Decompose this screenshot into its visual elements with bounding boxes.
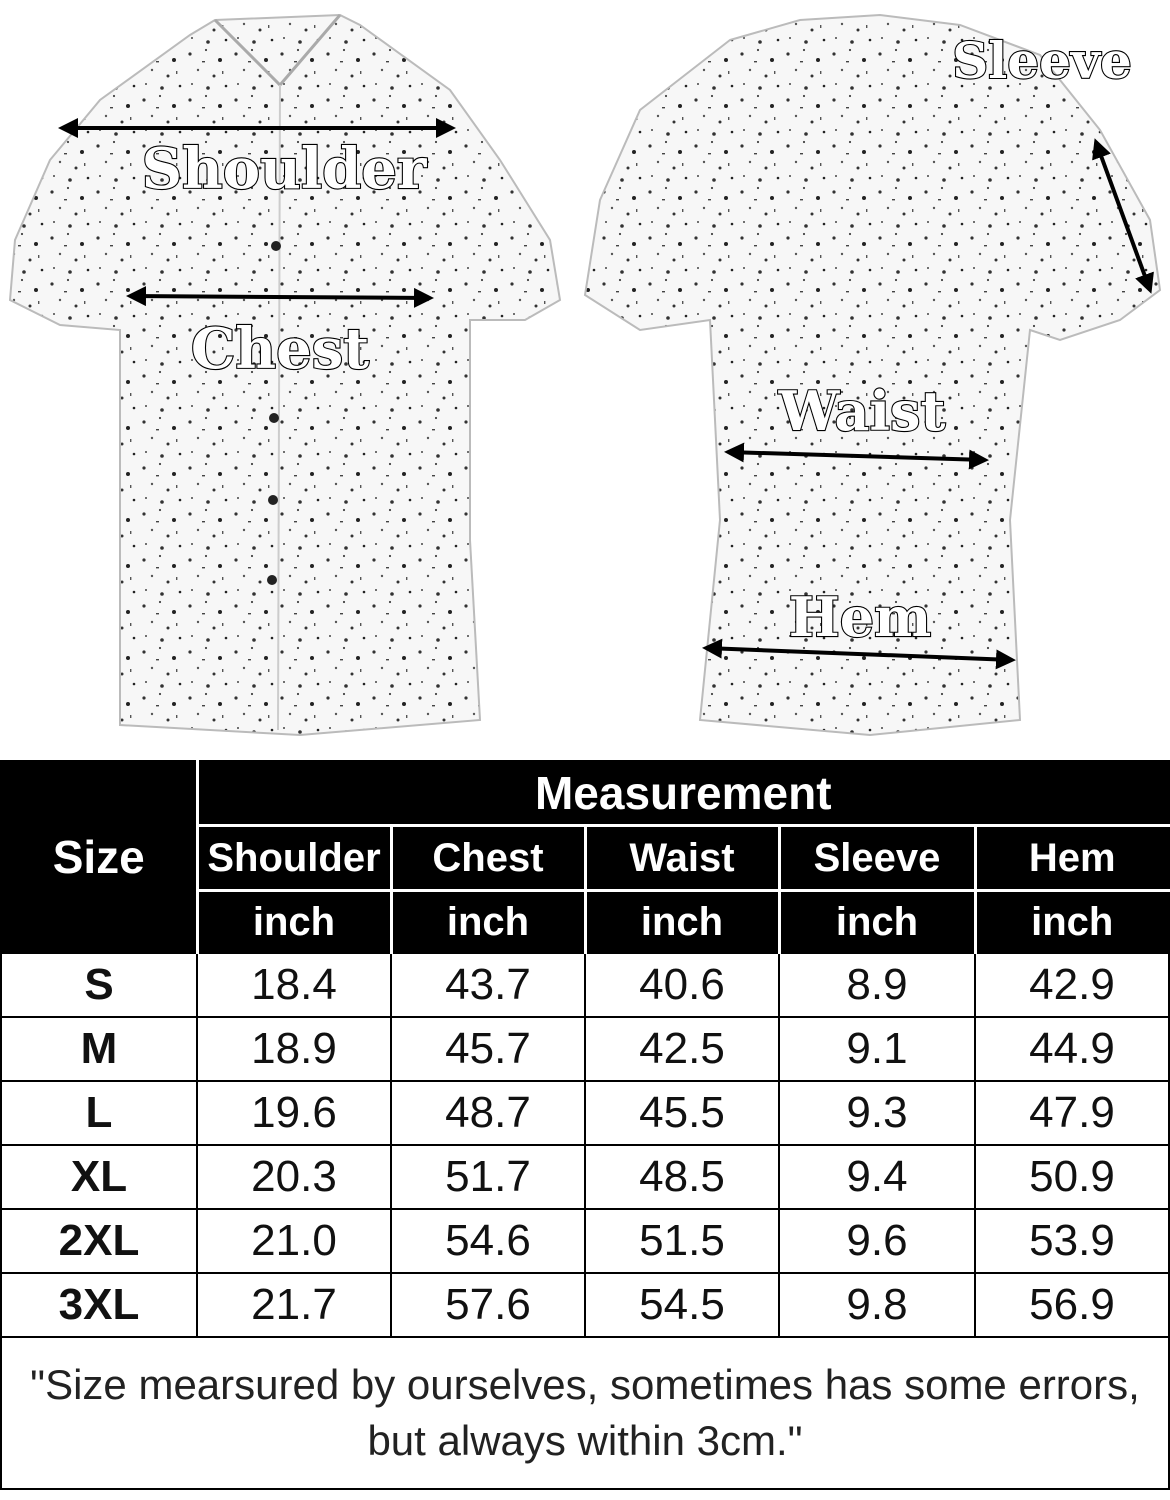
waist-value: 51.5 bbox=[585, 1209, 779, 1273]
sleeve-value: 9.3 bbox=[779, 1081, 975, 1145]
hem-value: 56.9 bbox=[975, 1273, 1169, 1337]
shoulder-label: Shoulder bbox=[141, 136, 427, 202]
hem-value: 47.9 bbox=[975, 1081, 1169, 1145]
unit-hem: inch bbox=[975, 891, 1169, 954]
unit-chest: inch bbox=[391, 891, 585, 954]
shoulder-value: 19.6 bbox=[197, 1081, 391, 1145]
sleeve-value: 9.4 bbox=[779, 1145, 975, 1209]
size-cell: L bbox=[1, 1081, 197, 1145]
size-cell: 3XL bbox=[1, 1273, 197, 1337]
chest-value: 57.6 bbox=[391, 1273, 585, 1337]
unit-waist: inch bbox=[585, 891, 779, 954]
shirt-measurement-diagram bbox=[0, 0, 1170, 740]
unit-shoulder: inch bbox=[197, 891, 391, 954]
hem-value: 44.9 bbox=[975, 1017, 1169, 1081]
column-header-shoulder: Shoulder bbox=[197, 826, 391, 891]
waist-label: Waist bbox=[778, 379, 946, 443]
chest-value: 54.6 bbox=[391, 1209, 585, 1273]
shoulder-value: 18.9 bbox=[197, 1017, 391, 1081]
hem-value: 50.9 bbox=[975, 1145, 1169, 1209]
table-row bbox=[1, 953, 1169, 1017]
waist-value: 45.5 bbox=[585, 1081, 779, 1145]
column-header-waist: Waist bbox=[585, 826, 779, 891]
waist-value: 54.5 bbox=[585, 1273, 779, 1337]
size-cell: 2XL bbox=[1, 1209, 197, 1273]
sleeve-label: Sleeve bbox=[952, 31, 1132, 90]
table-row bbox=[1, 1017, 1169, 1081]
size-chart-table bbox=[0, 760, 1170, 1500]
chest-value: 51.7 bbox=[391, 1145, 585, 1209]
waist-value: 40.6 bbox=[585, 953, 779, 1017]
unit-sleeve: inch bbox=[779, 891, 975, 954]
shoulder-value: 21.7 bbox=[197, 1273, 391, 1337]
chest-label: Chest bbox=[190, 316, 370, 382]
chest-value: 48.7 bbox=[391, 1081, 585, 1145]
size-cell: M bbox=[1, 1017, 197, 1081]
column-header-sleeve: Sleeve bbox=[779, 826, 975, 891]
sleeve-value: 9.8 bbox=[779, 1273, 975, 1337]
shoulder-value: 21.0 bbox=[197, 1209, 391, 1273]
measurement-note: "Size mearsured by ourselves, sometimes has some errors, but always within 3cm." bbox=[1, 1337, 1169, 1489]
hem-value: 42.9 bbox=[975, 953, 1169, 1017]
table-row bbox=[1, 1209, 1169, 1273]
chest-value: 43.7 bbox=[391, 953, 585, 1017]
table-row bbox=[1, 1081, 1169, 1145]
measurement-header: Measurement bbox=[197, 761, 1169, 826]
sleeve-value: 9.6 bbox=[779, 1209, 975, 1273]
table-row bbox=[1, 1273, 1169, 1337]
chest-value: 45.7 bbox=[391, 1017, 585, 1081]
size-header: Size bbox=[1, 761, 197, 953]
chest-arrow bbox=[130, 296, 430, 298]
hem-value: 53.9 bbox=[975, 1209, 1169, 1273]
sleeve-value: 9.1 bbox=[779, 1017, 975, 1081]
waist-value: 48.5 bbox=[585, 1145, 779, 1209]
size-cell: XL bbox=[1, 1145, 197, 1209]
shoulder-value: 18.4 bbox=[197, 953, 391, 1017]
waist-value: 42.5 bbox=[585, 1017, 779, 1081]
column-header-chest: Chest bbox=[391, 826, 585, 891]
column-header-hem: Hem bbox=[975, 826, 1169, 891]
shoulder-value: 20.3 bbox=[197, 1145, 391, 1209]
table-row bbox=[1, 1145, 1169, 1209]
sleeve-value: 8.9 bbox=[779, 953, 975, 1017]
hem-label: Hem bbox=[788, 585, 932, 649]
size-cell: S bbox=[1, 953, 197, 1017]
